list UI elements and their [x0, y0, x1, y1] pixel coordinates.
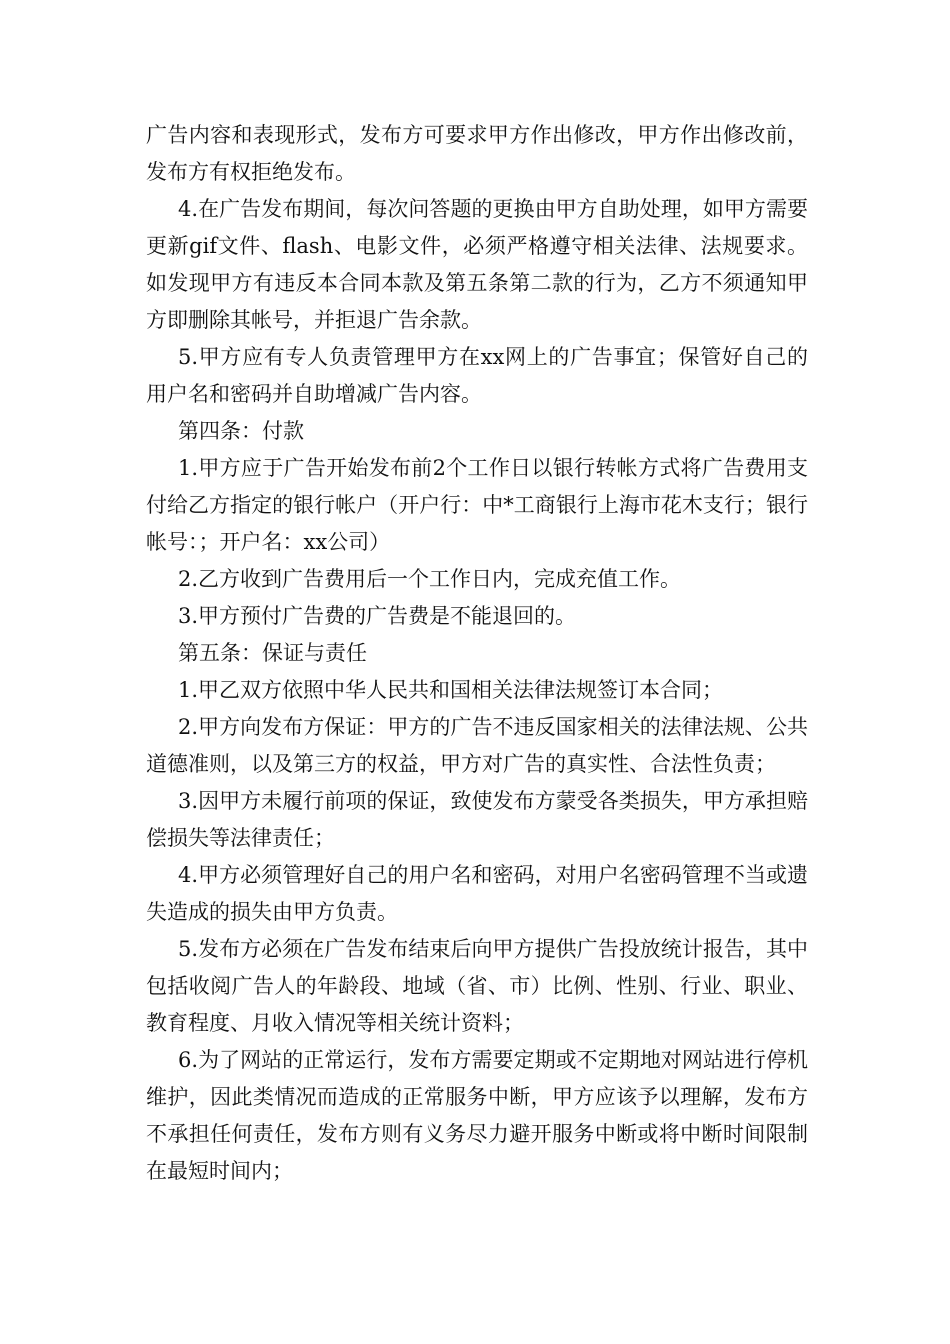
document-body [146, 117, 808, 1190]
paragraph-clause-4-2: 2.乙方收到广告费用后一个工作日内，完成充值工作。 [178, 567, 682, 591]
paragraph-ad-content-revision: 广告内容和表现形式，发布方可要求甲方作出修改，甲方作出修改前，发布方有权拒绝发布。 [146, 123, 808, 184]
section-heading-article-4: 第四条：付款 [178, 419, 304, 443]
paragraph-clause-5-5: 5.发布方必须在广告发布结束后向甲方提供广告投放统计报告，其中包括收阅广告人的年龄段、地域（省、市）比例、性别、行业、职业、教育程度、月收入情况等相关统计资料； [146, 937, 808, 1035]
paragraph-clause-5-6: 6.为了网站的正常运行，发布方需要定期或不定期地对网站进行停机维护，因此类情况而造成的正常服务中断，甲方应该予以理解，发布方不承担任何责任，发布方则有义务尽力避开服务中断或将中断时间限制在最短时间内； [146, 1048, 808, 1183]
paragraph-clause-4-1: 1.甲方应于广告开始发布前2个工作日以银行转帐方式将广告费用支付给乙方指定的银行帐户（开户行：中*工商银行上海市花木支行；银行帐号：；开户名：xx公司） [146, 456, 808, 554]
paragraph-clause-5-4: 4.甲方必须管理好自己的用户名和密码，对用户名密码管理不当或遗失造成的损失由甲方负责。 [146, 863, 808, 924]
paragraph-clause-3-5: 5.甲方应有专人负责管理甲方在xx网上的广告事宜；保管好自己的用户名和密码并自助增减广告内容。 [146, 345, 808, 406]
paragraph-clause-4-3: 3.甲方预付广告费的广告费是不能退回的。 [178, 604, 577, 628]
paragraph-clause-5-3: 3.因甲方未履行前项的保证，致使发布方蒙受各类损失，甲方承担赔偿损失等法律责任； [146, 789, 808, 850]
paragraph-clause-5-2: 2.甲方向发布方保证：甲方的广告不违反国家相关的法律法规、公共道德准则，以及第三方的权益，甲方对广告的真实性、合法性负责； [146, 715, 808, 776]
paragraph-clause-5-1: 1.甲乙双方依照中华人民共和国相关法律法规签订本合同； [178, 678, 724, 702]
section-heading-article-5: 第五条：保证与责任 [178, 641, 367, 665]
paragraph-clause-3-4: 4.在广告发布期间，每次问答题的更换由甲方自助处理，如甲方需要更新gif文件、flash、电影文件，必须严格遵守相关法律、法规要求。如发现甲方有违反本合同本款及第五条第二款的行为，乙方不须通知甲方即删除其帐号，并拒退广告余款。 [146, 197, 808, 332]
